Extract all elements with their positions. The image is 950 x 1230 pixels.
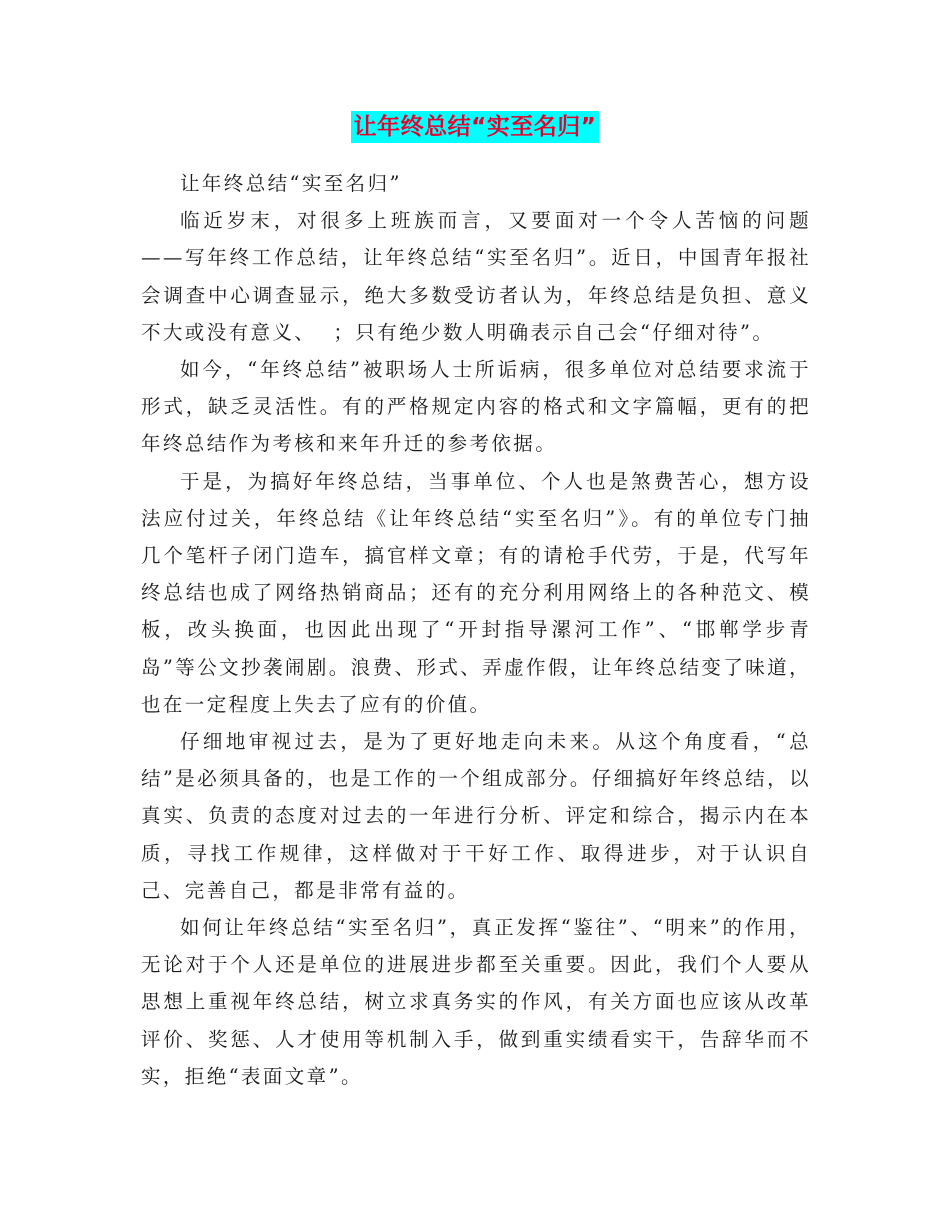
paragraph-3: 于是，为搞好年终总结，当事单位、个人也是煞费苦心，想方设法应付过关，年终总结《让年终总结“实至名归”》。有的单位专门抽几个笔杆子闭门造车，搞官样文章；有的请枪手代劳，于是，代写年终总结也成了网络热销商品；还有的充分利用网络上的各种范文、模板，改头换面，也因此出现了“开封指导漯河工作”、“邯郸学步青岛”等公文抄袭闹剧。浪费、形式、弄虚作假，让年终总结变了味道，也在一定程度上失去了应有的价值。 — [141, 469, 811, 716]
paragraph-subtitle: 让年终总结“实至名归” — [180, 172, 402, 195]
paragraph-4: 仔细地审视过去，是为了更好地走向未来。从这个角度看，“总结”是必须具备的，也是工作的一个组成部分。仔细搞好年终总结，以真实、负责的态度对过去的一年进行分析、评定和综合，揭示内在本质，寻找工作规律，这样做对于干好工作、取得进步，对于认识自己、完善自己，都是非常有益的。 — [141, 730, 811, 902]
paragraph-1: 临近岁末，对很多上班族而言，又要面对一个令人苦恼的问题——写年终工作总结，让年终总结“实至名归”。近日，中国青年报社会调查中心调查显示，绝大多数受访者认为，年终总结是负担、意义不大或没有意义、 ；只有绝少数人明确表示自己会“仔细对待”。 — [141, 209, 811, 344]
title-container — [0, 111, 950, 143]
paragraph-2: 如今，“年终总结”被职场人士所诟病，很多单位对总结要求流于形式，缺乏灵活性。有的严格规定内容的格式和文字篇幅，更有的把年终总结作为考核和来年升迁的参考依据。 — [141, 358, 811, 456]
paragraph-5: 如何让年终总结“实至名归”，真正发挥“鉴往”、“明来”的作用，无论对于个人还是单位的进展进步都至关重要。因此，我们个人要从思想上重视年终总结，树立求真务实的作风，有关方面也应该从改革评价、奖惩、人才使用等机制入手，做到重实绩看实干，告辞华而不实，拒绝“表面文章”。 — [141, 916, 811, 1088]
document-title: 让年终总结“实至名归” — [351, 111, 600, 143]
document-body — [141, 165, 811, 1095]
